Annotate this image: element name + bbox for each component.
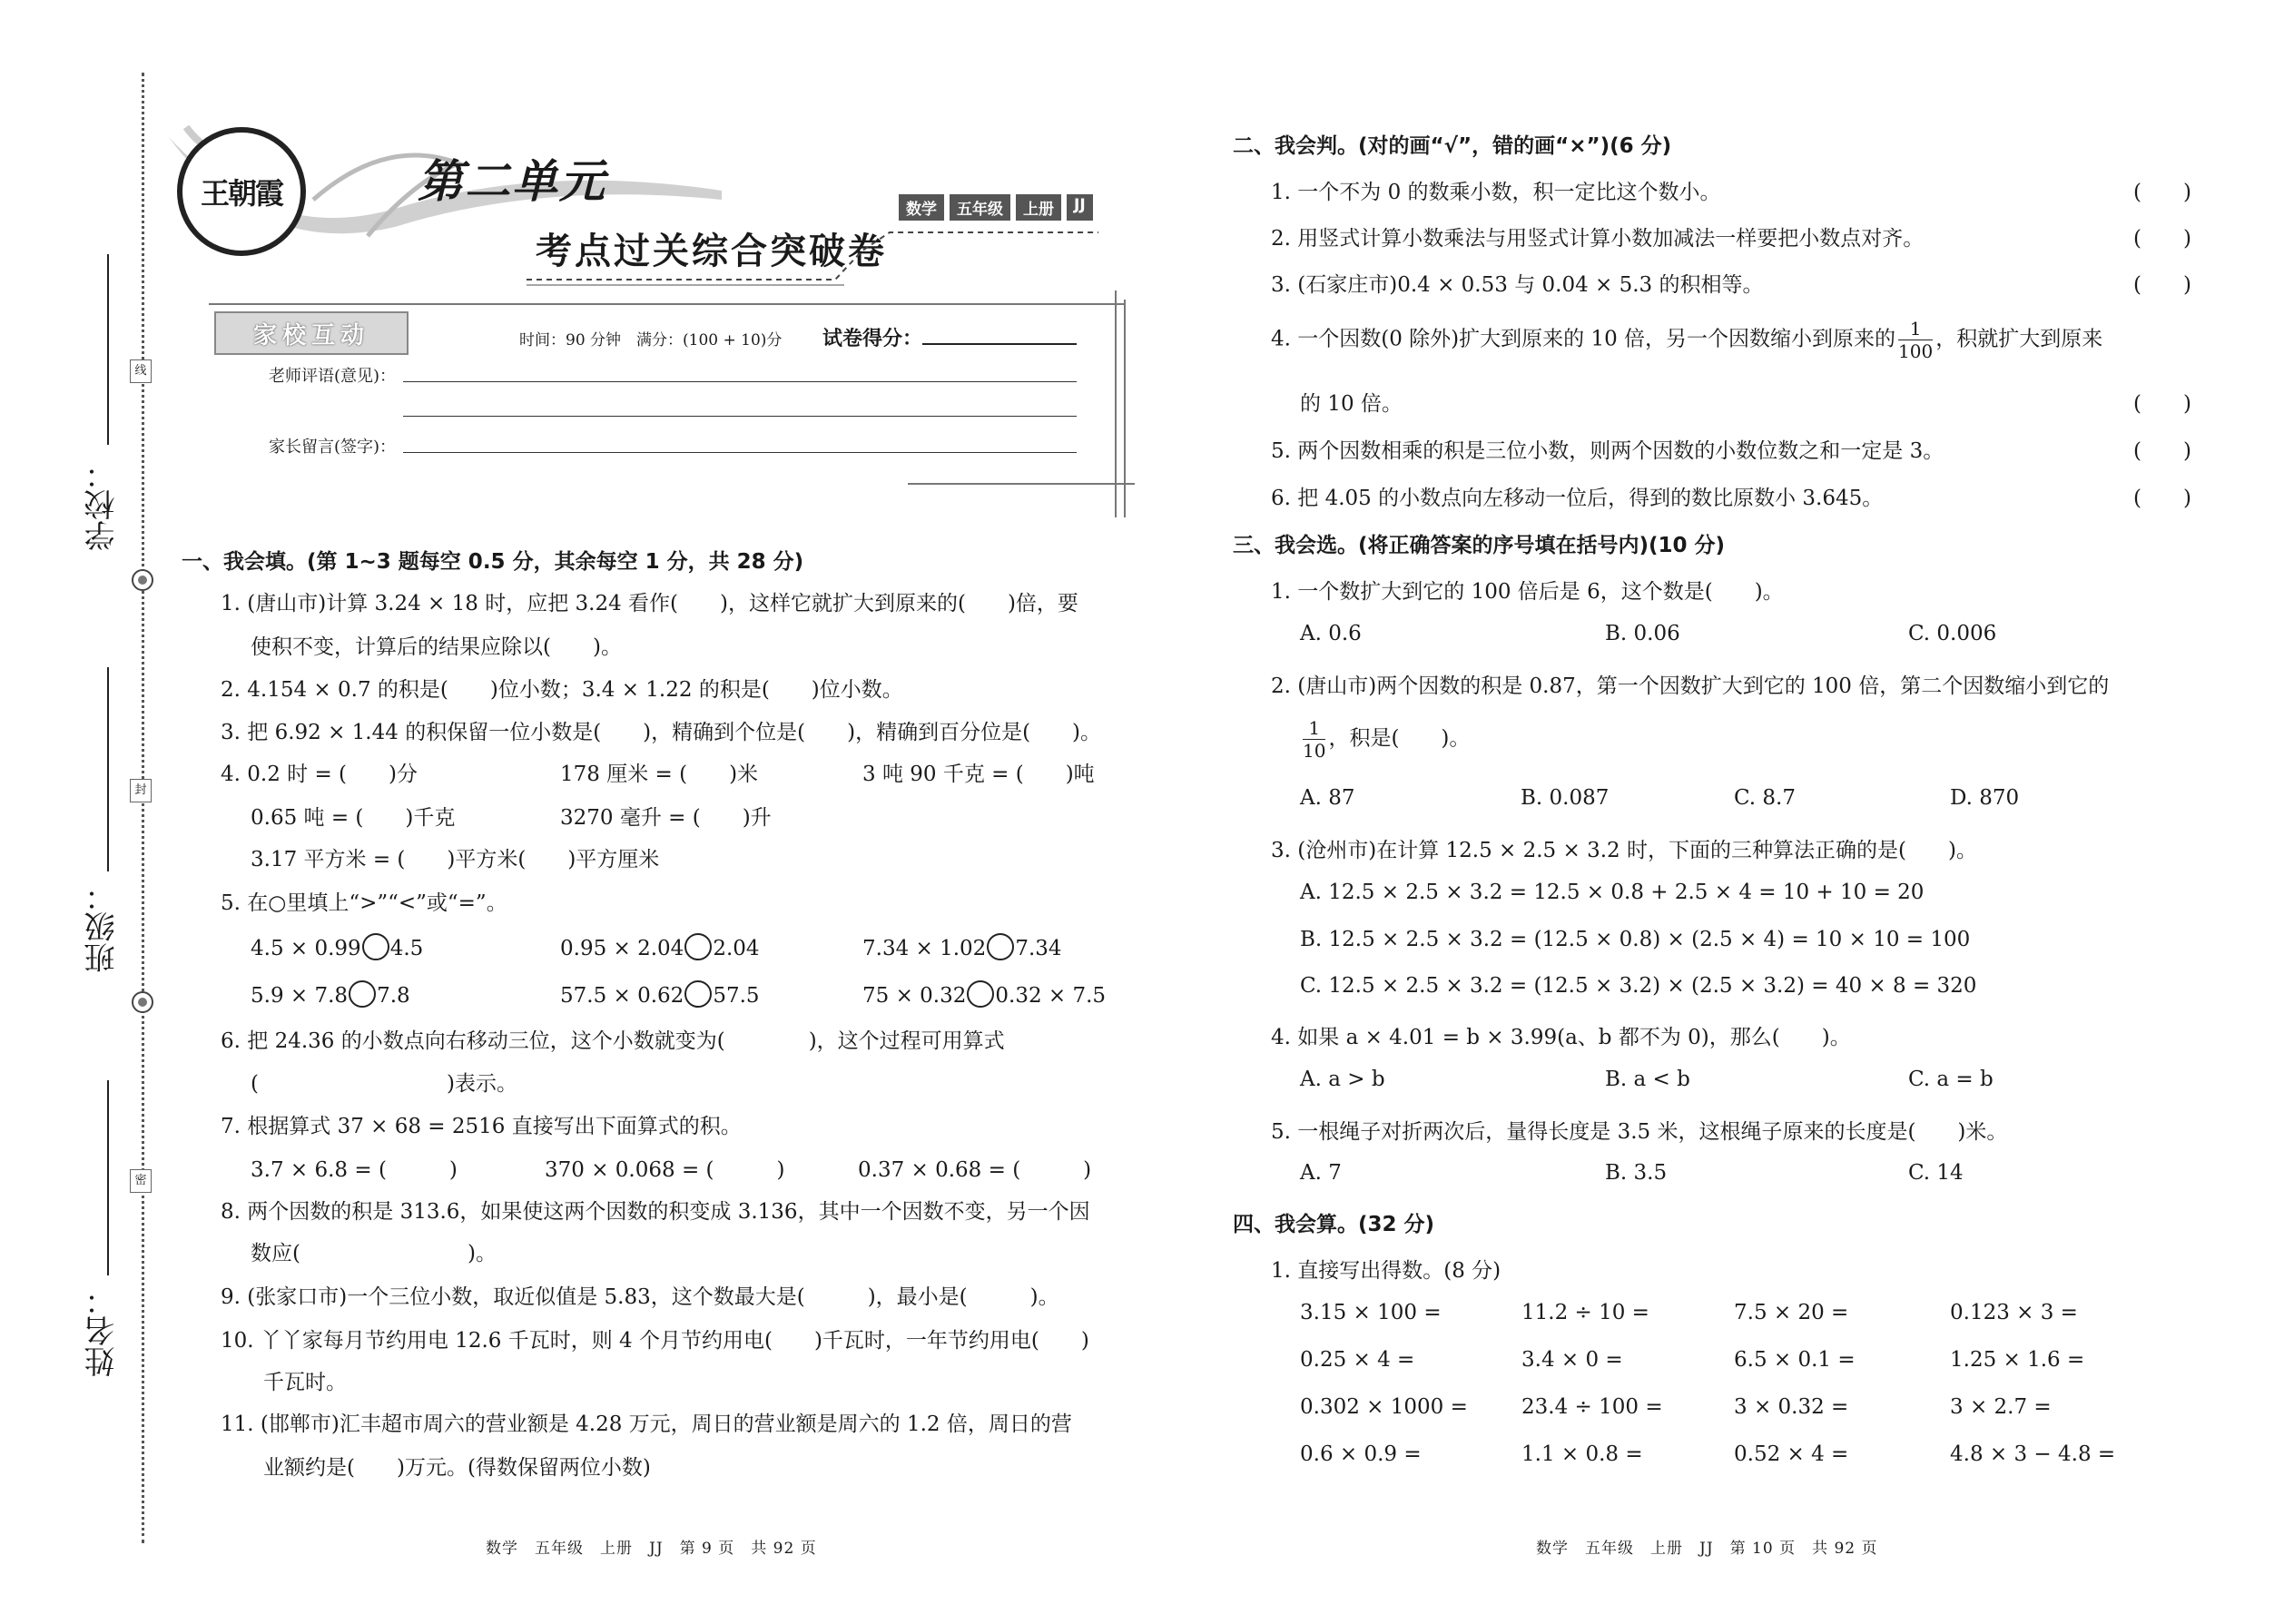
- s3-q1-opt-b: B. 0.06: [1605, 622, 1680, 645]
- s3-q4: 4. 如果 a × 4.01 = b × 3.99(a、b 都不为 0)，那么( )。: [1271, 1026, 1851, 1049]
- calc-item: 7.5 × 20 =: [1734, 1301, 1849, 1324]
- s1-q11-line1: 11. (邯郸市)汇丰超市周六的营业额是 4.28 万元，周日的营业额是周六的 1.2 倍，周日的营: [221, 1412, 1072, 1436]
- s2-q4-line2: 的 10 倍。: [1300, 392, 1403, 416]
- teacher-comment-label: 老师评语(意见)：: [269, 367, 397, 386]
- compare-circle[interactable]: [684, 933, 712, 960]
- section4-title: 四、我会算。(32 分): [1233, 1213, 1435, 1236]
- s1-q5-compare-6: 75 × 0.32 0.32 × 7.5: [862, 980, 1106, 1008]
- s1-q5-compare-2: 0.95 × 2.04 2.04: [560, 933, 760, 960]
- s3-q2-line1: 2. (唐山市)两个因数的积是 0.87，第一个因数扩大到它的 100 倍，第二个因数缩小到它的: [1271, 674, 2110, 698]
- tag-volume: 上册: [1016, 194, 1061, 221]
- tag-grade: 五年级: [950, 194, 1010, 221]
- s1-q7-c: 0.37 × 0.68 = ( ): [858, 1158, 1092, 1182]
- s3-q2-line2: $\frac{1}{10}$ ，积是( )。: [1303, 717, 1471, 762]
- seal-box-xian: 线: [130, 359, 152, 383]
- answer-bracket[interactable]: ( ): [2133, 227, 2191, 251]
- s3-q4-opt-b: B. a < b: [1605, 1068, 1690, 1091]
- book-tags: [899, 194, 1093, 221]
- s1-q4-f: 3.17 平方米 = ( )平方米( )平方厘米: [251, 848, 660, 871]
- box-bottom-border: [908, 483, 1135, 485]
- footer-left: 数学 五年级 上册 JJ 第 9 页 共 92 页: [486, 1540, 817, 1558]
- time-score-info: 时间：90 分钟 满分：(100 + 10)分: [519, 331, 783, 349]
- fraction-one-hundredth: $\frac{1}{100}$: [1898, 318, 1934, 362]
- s1-q5-compare-5: 57.5 × 0.62 57.5: [560, 980, 760, 1008]
- calc-item: 3.15 × 100 =: [1300, 1301, 1442, 1324]
- s2-q2: 2. 用竖式计算小数乘法与用竖式计算小数加减法一样要把小数点对齐。: [1271, 227, 1925, 251]
- s1-q10-line2: 千瓦时。: [263, 1371, 347, 1394]
- binding-hole-icon: [132, 569, 153, 591]
- tag-subject: 数学: [899, 194, 944, 221]
- compare-circle[interactable]: [684, 980, 712, 1008]
- s3-q5: 5. 一根绳子对折两次后，量得长度是 3.5 米，这根绳子原来的长度是( )米。: [1271, 1120, 2008, 1144]
- calc-item: 1.25 × 1.6 =: [1950, 1348, 2085, 1372]
- s1-q4-d: 0.65 吨 = ( )千克: [251, 806, 456, 830]
- s1-q6-line2: ( )表示。: [251, 1072, 517, 1096]
- box-right-border-inner: [1124, 300, 1126, 517]
- s1-q1-line2: 使积不变，计算后的结果应除以( )。: [251, 635, 622, 659]
- name-line[interactable]: [107, 1080, 109, 1275]
- s1-q8-line2: 数应( )。: [251, 1242, 497, 1265]
- calc-item: 0.52 × 4 =: [1734, 1442, 1849, 1466]
- logo-text: 王朝霞: [200, 176, 282, 211]
- s1-q3: 3. 把 6.92 × 1.44 的积保留一位小数是( )，精确到个位是( )，精确到百分位是( )。: [221, 721, 1102, 744]
- school-line[interactable]: [107, 254, 109, 445]
- s4-q1: 1. 直接写出得数。(8 分): [1271, 1259, 1501, 1283]
- answer-bracket[interactable]: ( ): [2133, 181, 2191, 204]
- seal-box-feng: 封: [130, 779, 152, 802]
- s3-q2-opt-a: A. 87: [1300, 786, 1355, 810]
- s2-q1: 1. 一个不为 0 的数乘小数，积一定比这个数小。: [1271, 181, 1721, 204]
- calc-item: 0.6 × 0.9 =: [1300, 1442, 1422, 1466]
- answer-bracket[interactable]: ( ): [2133, 273, 2191, 297]
- s3-q2-opt-c: C. 8.7: [1734, 786, 1796, 810]
- publisher-logo: [177, 127, 306, 256]
- box-top-border: [209, 303, 1126, 305]
- s3-q3-opt-b: B. 12.5 × 2.5 × 3.2 = (12.5 × 0.8) × (2.5 × 4) = 10 × 10 = 100: [1300, 928, 1971, 951]
- parent-comment-line[interactable]: [403, 452, 1077, 453]
- s3-q5-opt-b: B. 3.5: [1605, 1161, 1668, 1185]
- binding-hole-icon: [132, 991, 153, 1013]
- calc-item: 11.2 ÷ 10 =: [1521, 1301, 1649, 1324]
- calc-item: 0.302 × 1000 =: [1300, 1395, 1468, 1419]
- s1-q4-a: 4. 0.2 时 = ( )分: [221, 763, 418, 786]
- s3-q2-opt-b: B. 0.087: [1521, 786, 1610, 810]
- name-label: 姓名：: [84, 1284, 121, 1377]
- s1-q7: 7. 根据算式 37 × 68 = 2516 直接写出下面算式的积。: [221, 1115, 742, 1138]
- section2-title: 二、我会判。(对的画“√”，错的画“×”)(6 分): [1233, 134, 1672, 158]
- s3-q4-opt-c: C. a = b: [1908, 1068, 1994, 1091]
- s3-q1-opt-a: A. 0.6: [1300, 622, 1362, 645]
- calc-item: 6.5 × 0.1 =: [1734, 1348, 1856, 1372]
- s2-q5: 5. 两个因数相乘的积是三位小数，则两个因数的小数位数之和一定是 3。: [1271, 439, 1944, 463]
- s3-q3-opt-a: A. 12.5 × 2.5 × 3.2 = 12.5 × 0.8 + 2.5 × 4 = 10 + 10 = 20: [1300, 881, 1925, 904]
- score-field[interactable]: [922, 343, 1077, 345]
- s1-q2: 2. 4.154 × 0.7 的积是( )位小数；3.4 × 1.22 的积是( )位小数。: [221, 678, 903, 702]
- unit-title: 第二单元: [418, 154, 606, 208]
- s2-q3: 3. (石家庄市)0.4 × 0.53 与 0.04 × 5.3 的积相等。: [1271, 273, 1764, 297]
- s3-q2-opt-d: D. 870: [1950, 786, 2020, 810]
- seal-box-mi: 密: [130, 1169, 152, 1193]
- school-label: 学校：: [84, 458, 121, 551]
- s3-q5-opt-a: A. 7: [1300, 1161, 1342, 1185]
- teacher-comment-line-2[interactable]: [403, 416, 1077, 417]
- s1-q5-compare-1: 4.5 × 0.99 4.5: [251, 933, 423, 960]
- compare-circle[interactable]: [362, 933, 389, 960]
- calc-item: 1.1 × 0.8 =: [1521, 1442, 1643, 1466]
- fraction-one-tenth: $\frac{1}{10}$: [1303, 717, 1326, 762]
- s3-q3-opt-c: C. 12.5 × 2.5 × 3.2 = (12.5 × 3.2) × (2.5 × 3.2) = 40 × 8 = 320: [1300, 974, 1977, 998]
- s2-q6: 6. 把 4.05 的小数点向左移动一位后，得到的数比原数小 3.645。: [1271, 487, 1884, 510]
- s1-q5-compare-3: 7.34 × 1.02 7.34: [862, 933, 1062, 960]
- compare-circle[interactable]: [987, 933, 1014, 960]
- footer-right: 数学 五年级 上册 JJ 第 10 页 共 92 页: [1536, 1540, 1878, 1558]
- s1-q8-line1: 8. 两个因数的积是 313.6，如果使这两个因数的积变成 3.136，其中一个因数不变，另一个因: [221, 1200, 1090, 1224]
- s3-q1: 1. 一个数扩大到它的 100 倍后是 6，这个数是( )。: [1271, 580, 1784, 604]
- compare-circle[interactable]: [967, 980, 994, 1008]
- s3-q4-opt-a: A. a > b: [1300, 1068, 1385, 1091]
- s3-q3: 3. (沧州市)在计算 12.5 × 2.5 × 3.2 时，下面的三种算法正确的是( )。: [1271, 839, 1977, 862]
- section3-title: 三、我会选。(将正确答案的序号填在括号内)(10 分): [1233, 534, 1726, 557]
- s1-q11-line2: 业额约是( )万元。(得数保留两位小数): [263, 1456, 651, 1480]
- home-school-banner: 家校互动: [214, 311, 409, 355]
- class-line[interactable]: [107, 667, 109, 871]
- binding-dotted-line: [142, 73, 144, 1543]
- teacher-comment-line[interactable]: [403, 381, 1077, 382]
- parent-comment-label: 家长留言(签字)：: [269, 438, 397, 457]
- answer-bracket[interactable]: ( ): [2133, 439, 2191, 463]
- calc-item: 3 × 2.7 =: [1950, 1395, 2052, 1419]
- s1-q1-line1: 1. (唐山市)计算 3.24 × 18 时，应把 3.24 看作( )，这样它就扩大到原来的( )倍，要: [221, 592, 1078, 615]
- s3-q1-opt-c: C. 0.006: [1908, 622, 1997, 645]
- s1-q9: 9. (张家口市)一个三位小数，取近似值是 5.83，这个数最大是( )，最小是( )。: [221, 1285, 1059, 1309]
- compare-circle[interactable]: [349, 980, 376, 1008]
- s1-q5-compare-4: 5.9 × 7.8 7.8: [251, 980, 410, 1008]
- section1-title: 一、我会填。(第 1~3 题每空 0.5 分，其余每空 1 分，共 28 分): [182, 550, 804, 574]
- s1-q5: 5. 在○里填上“>”“<”或“=”。: [221, 891, 507, 915]
- calc-item: 23.4 ÷ 100 =: [1521, 1395, 1663, 1419]
- tag-edition: JJ: [1067, 194, 1093, 221]
- s1-q7-a: 3.7 × 6.8 = ( ): [251, 1158, 458, 1182]
- s3-q5-opt-c: C. 14: [1908, 1161, 1964, 1185]
- calc-item: 3 × 0.32 =: [1734, 1395, 1849, 1419]
- s2-q4-line1: 4. 一个因数(0 除外)扩大到原来的 10 倍，另一个因数缩小到原来的 $\frac{1}{100}$ ，积就扩大到原来: [1271, 318, 2103, 362]
- calc-item: 0.25 × 4 =: [1300, 1348, 1415, 1372]
- s1-q6-line1: 6. 把 24.36 的小数点向右移动三位，这个小数就变为( )，这个过程可用算式: [221, 1029, 1005, 1053]
- s1-q10-line1: 10. 丫丫家每月节约用电 12.6 千瓦时，则 4 个月节约用电( )千瓦时，一年节约用电( ): [221, 1329, 1089, 1353]
- calc-item: 3.4 × 0 =: [1521, 1348, 1623, 1372]
- s1-q4-c: 3 吨 90 千克 = ( )吨: [862, 763, 1095, 786]
- s1-q4-e: 3270 毫升 = ( )升: [560, 806, 772, 830]
- exam-subtitle: 考点过关综合突破卷: [536, 230, 887, 272]
- s1-q7-b: 370 × 0.068 = ( ): [545, 1158, 785, 1182]
- answer-bracket[interactable]: ( ): [2133, 392, 2191, 416]
- class-label: 班级：: [84, 881, 121, 973]
- score-label: 试卷得分：: [822, 327, 923, 350]
- answer-bracket[interactable]: ( ): [2133, 487, 2191, 510]
- calc-item: 0.123 × 3 =: [1950, 1301, 2078, 1324]
- s1-q4-b: 178 厘米 = ( )米: [560, 763, 759, 786]
- calc-item: 4.8 × 3 − 4.8 =: [1950, 1442, 2116, 1466]
